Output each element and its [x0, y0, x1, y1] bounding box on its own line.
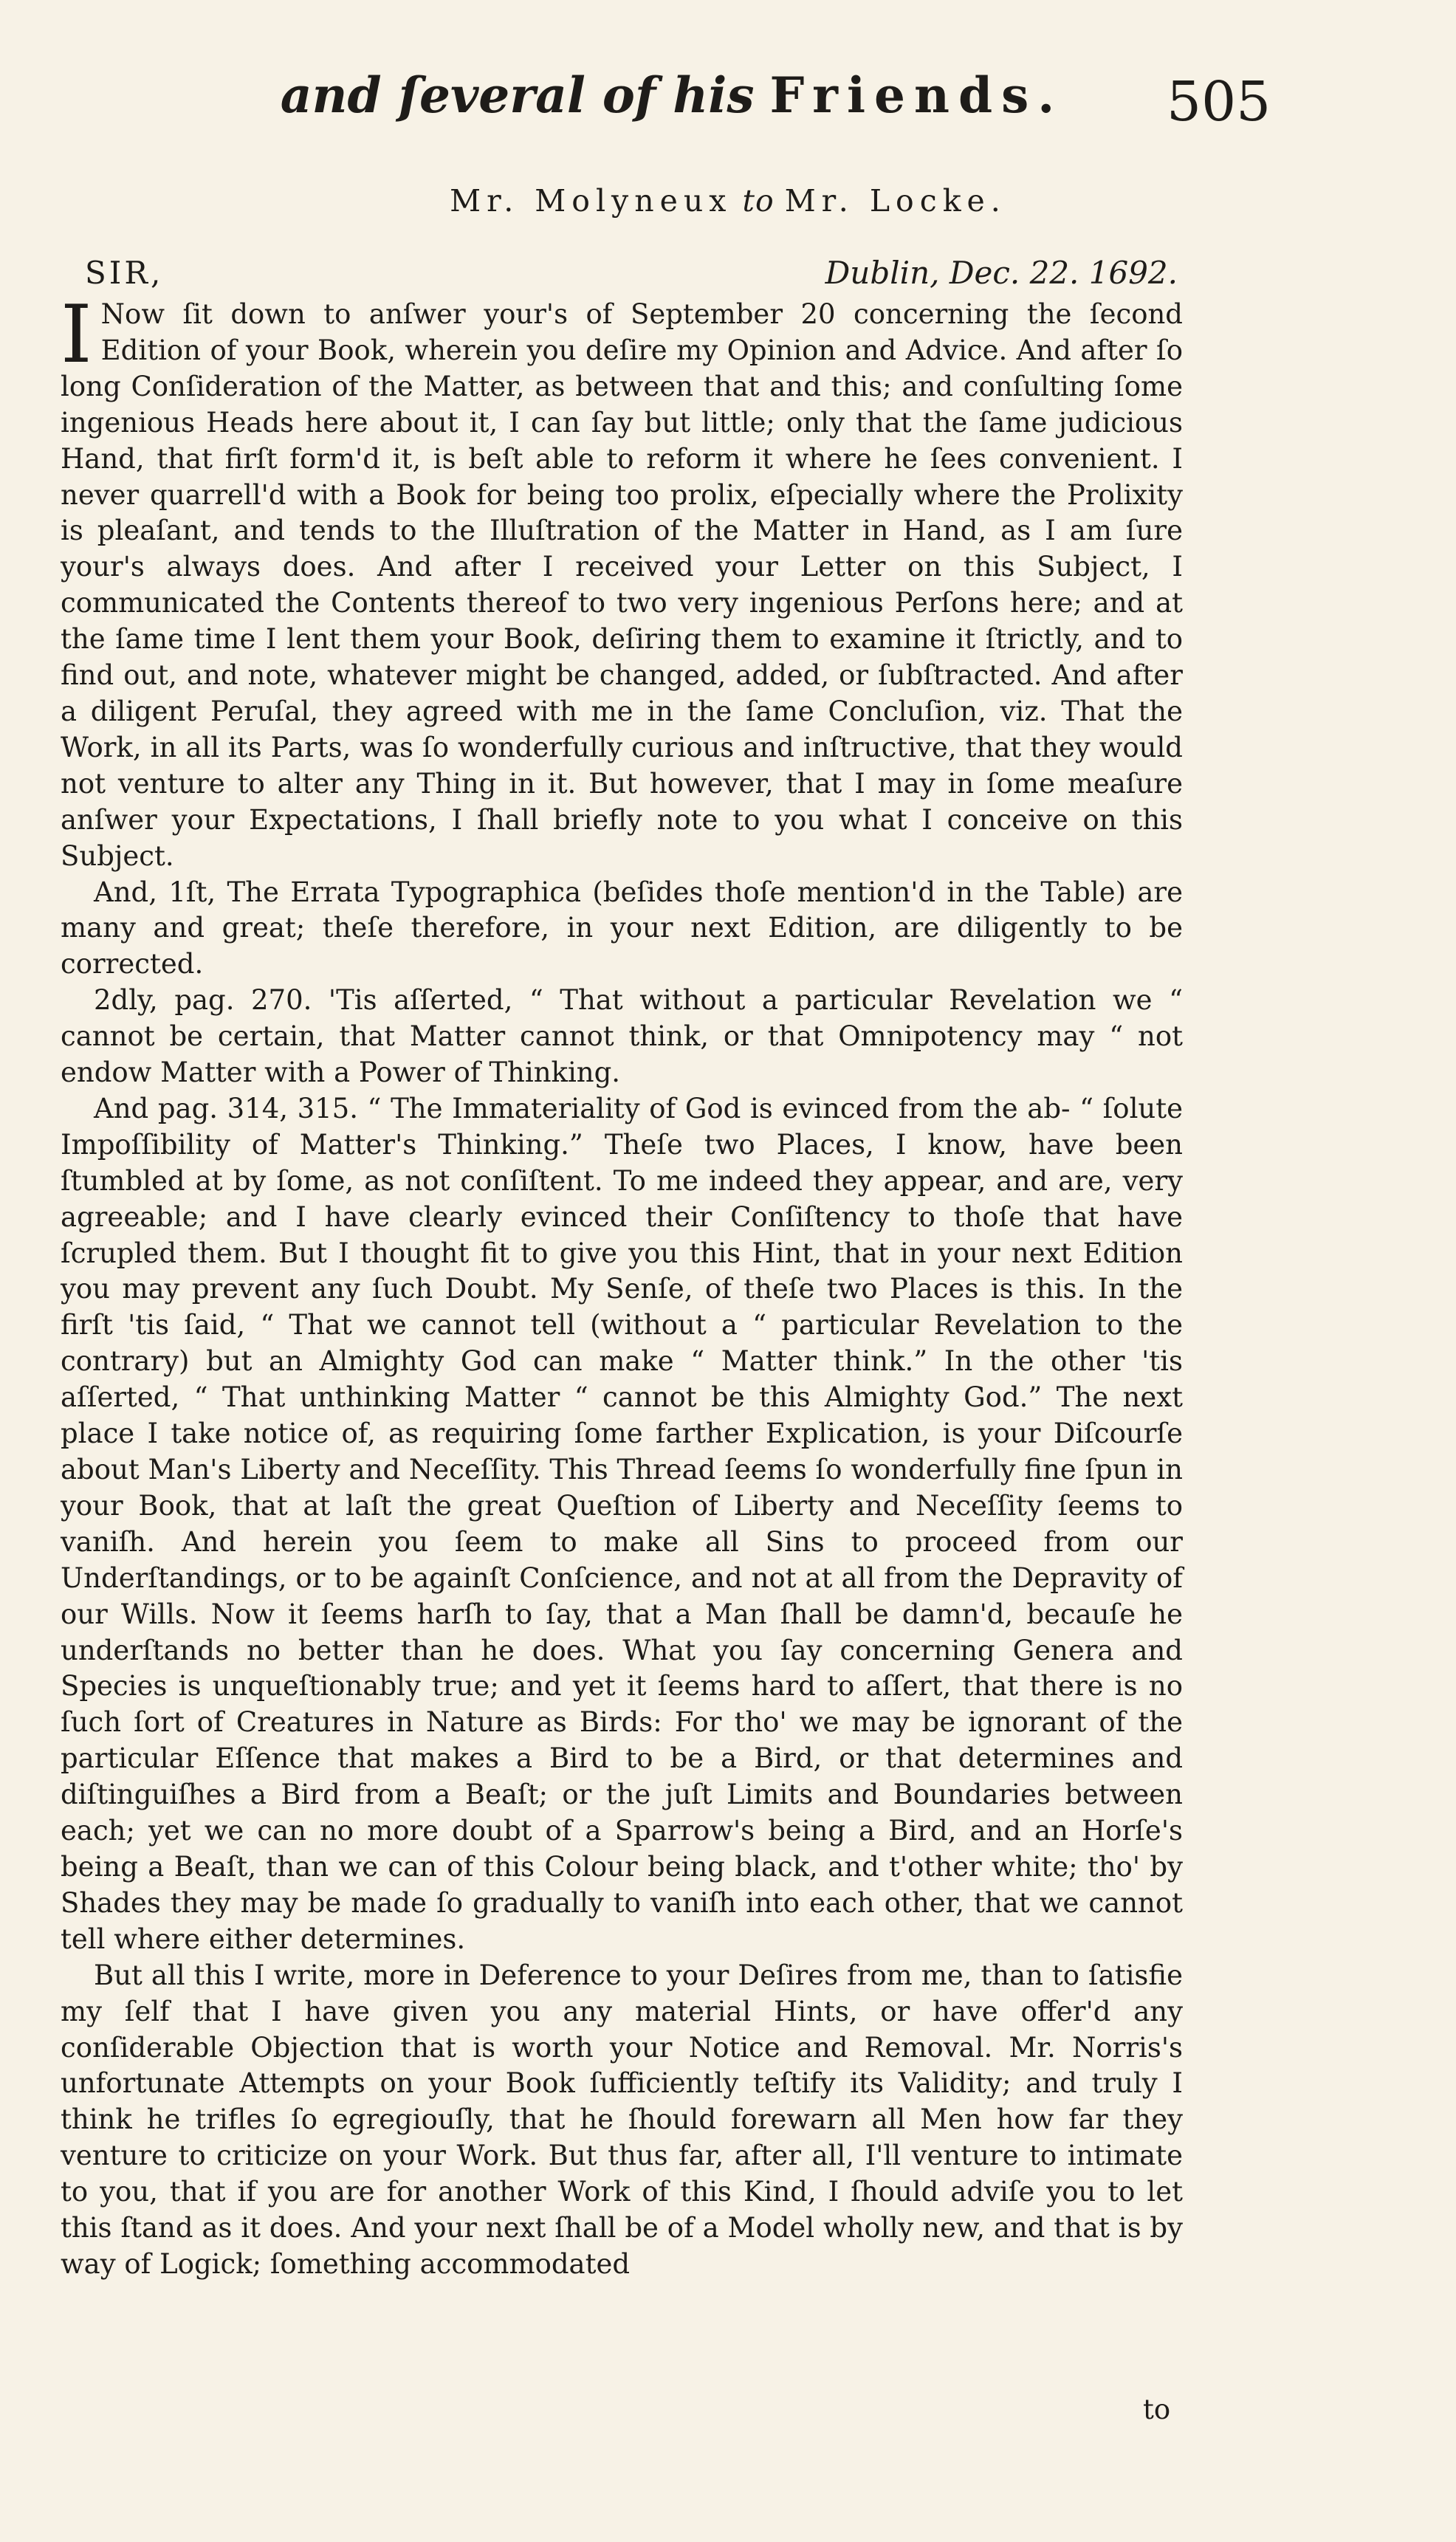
letter-to: Mr. Locke. [784, 183, 1006, 219]
page-header [0, 66, 1456, 148]
letter-heading [0, 183, 1456, 219]
letter-to-word: to [742, 183, 775, 219]
paragraph-4: And pag. 314, 315. “ The Immateriality of God is evinced from the ab- “ ſolute Impoſſibility of Matter's Thinking.” Theſe two Places, I know, have been ſtumbled at by ſome, as not conſiſtent. To me indeed they appear, and are, very agreeable; and I have clearly evinced their Conſiſtency to thoſe that have ſcrupled them. But I thought fit to give you this Hint, that in your next Edition you may prevent any ſuch Doubt. My Senſe, of theſe two Places is this. In the firſt 'tis ſaid, “ That we cannot tell (without a “ particular Revelation to the contrary) but an Almighty God can make “ Matter think.” In the other 'tis aſſerted, “ That unthinking Matter “ cannot be this Almighty God.” The next place I take notice of, as requiring ſome farther Explication, is your Diſcourſe about Man's Liberty and Neceſſity. This Thread ſeems ſo wonderfully fine ſpun in your Book, that at laſt the great Queſtion of Liberty and Neceſſity ſeems to vaniſh. And herein you ſeem to make all Sins to proceed from our Underſtandings, or to be againſt Conſcience, and not at all from the Depravity of our Wills. Now it ſeems harſh to ſay, that a Man ſhall be damn'd, becauſe he underſtands no better than he does. What you ſay concerning Genera and Species is unqueſtionably true; and yet it ſeems hard to aſſert, that there is no ſuch ſort of Creatures in Nature as Birds: For tho' we may be ignorant of the particular Eſſence that makes a Bird to be a Bird, or that determines and diſtinguiſhes a Bird from a Beaſt; or the juſt Limits and Boundaries between each; yet we can no more doubt of a Sparrow's being a Bird, and an Horſe's being a Beaſt, than we can of this Colour being black, and t'other white; tho' by Shades they may be made ſo gradually to vaniſh into each other, that we cannot tell where either determines. [61, 1092, 1183, 1955]
page-number: 505 [1167, 70, 1271, 134]
running-title-caps: Friends. [769, 66, 1064, 124]
running-title-italic: and ſeveral of his [280, 66, 755, 124]
paragraph-2: And, 1ſt, The Errata Typographica (beſides thoſe mention'd in the Table) are many and great; theſe therefore, in your next Edition, are diligently to be corrected. [61, 876, 1183, 980]
catchword: to [1143, 2394, 1171, 2425]
dateline: Dublin, Dec. 22. 1692. [825, 255, 1178, 291]
paragraph-1 [61, 289, 1183, 875]
paragraph-3: 2dly, pag. 270. 'Tis aſſerted, “ That without a particular Revelation we “ cannot be certain, that Matter cannot think, or that Omnipotency may “ not endow Matter with a Power of Thinking. [61, 984, 1183, 1089]
salutation-line [85, 255, 1178, 299]
running-title [266, 66, 1078, 125]
letter-body [61, 289, 1183, 2283]
letter-from: Mr. Molyneux [450, 183, 732, 219]
paragraph-1-text: Now ſit down to anſwer your's of September 20 concerning the ſecond Edition of your Book, wherein you deſire my Opinion and Advice. And after ſo long Conſideration of the Matter, as between that and this; and conſulting ſome ingenious Heads here about it, I can ſay but little; only that the ſame judicious Hand, that firſt form'd it, is beſt able to reform it where he ſees convenient. I never quarrell'd with a Book for being too prolix, eſpecially where the Prolixity is pleaſant, and tends to the Illuſtration of the Matter in Hand, as I am ſure your's always does. And after I received your Letter on this Subject, I communicated the Contents thereof to two very ingenious Perſons here; and at the ſame time I lent them your Book, deſiring them to examine it ſtrictly, and to find out, and note, whatever might be changed, added, or ſubſtracted. And after a diligent Peruſal, they agreed with me in the ſame Concluſion, viz. That the Work, in all its Parts, was ſo wonderfully curious and inſtructive, that they would not venture to alter any Thing in it. But however, that I may in ſome meaſure anſwer your Expectations, I ſhall briefly note to you what I conceive on this Subject. [61, 298, 1183, 872]
salutation: SIR, [85, 255, 164, 291]
drop-cap: I [61, 289, 92, 381]
paragraph-5: But all this I write, more in Deference to your Deſires from me, than to ſatisfie my ſelf that I have given you any material Hints, or have offer'd any conſiderable Objection that is worth your Notice and Removal. Mr. Norris's unfortunate Attempts on your Book ſufficiently teſtify its Validity; and truly I think he trifles ſo egregiouſly, that he ſhould forewarn all Men how far they venture to criticize on your Work. But thus far, after all, I'll venture to intimate to you, that if you are for another Work of this Kind, I ſhould adviſe you to let this ſtand as it does. And your next ſhall be of a Model wholly new, and that is by way of Logick; ſomething accommodated [61, 1959, 1183, 2280]
